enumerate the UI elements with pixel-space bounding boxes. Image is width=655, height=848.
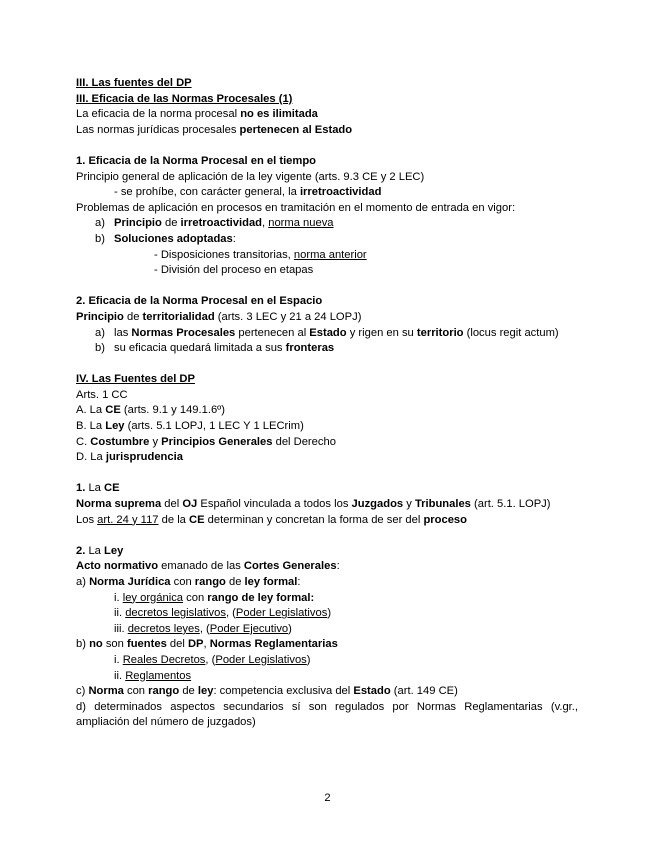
sub-list-item: ii. decretos legislativos, (Poder Legislativos) bbox=[114, 607, 332, 620]
sub-list-item: ii. Reglamentos bbox=[114, 669, 192, 682]
text-line: Las normas jurídicas procesales pertenecen al Estado bbox=[76, 123, 353, 136]
list-item: a) Norma Jurídica con rango de ley formal: bbox=[76, 576, 301, 588]
sub-list-item: - División del proceso en etapas bbox=[154, 264, 314, 277]
list-item: b) no son fuentes del DP, Normas Reglamentarias bbox=[76, 638, 338, 651]
text-line: Norma suprema del OJ Español vinculada a todos los Juzgados y Tribunales (art. 5.1. LOPJ) bbox=[76, 498, 551, 511]
list-item: c) Norma con rango de ley: competencia exclusiva del Estado (art. 149 CE) bbox=[76, 685, 458, 698]
text-line: Los art. 24 y 117 de la CE determinan y concretan la forma de ser del proceso bbox=[76, 513, 467, 526]
sub-list-item: i. Reales Decretos, (Poder Legislativos) bbox=[114, 653, 311, 666]
sub-list-item: - Disposiciones transitorias, norma anterior bbox=[154, 248, 367, 261]
sub-list-item: i. ley orgánica con rango de ley formal: bbox=[114, 591, 315, 604]
text-line: Problemas de aplicación en procesos en tramitación en el momento de entrada en vigor: bbox=[76, 201, 516, 214]
text-line: Acto normativo emanado de las Cortes Generales: bbox=[76, 560, 340, 573]
sub-list-item: iii. decretos leyes, (Poder Ejecutivo) bbox=[114, 622, 292, 635]
list-item: d) determinados aspectos secundarios sí son regulados por Normas Reglamentarias (v.gr., ampliación del número de juzgados) bbox=[76, 700, 578, 729]
text-line: Arts. 1 CC bbox=[76, 388, 128, 401]
list-item: b) Soluciones adoptadas: bbox=[95, 232, 236, 245]
text-line: La eficacia de la norma procesal no es ilimitada bbox=[76, 108, 318, 121]
heading-tiempo: 1. Eficacia de la Norma Procesal en el tiempo bbox=[76, 154, 317, 167]
text-line: Principio general de aplicación de la ley vigente (arts. 9.3 CE y 2 LEC) bbox=[76, 170, 425, 183]
section-subtitle: III. Eficacia de las Normas Procesales (1) bbox=[76, 92, 293, 105]
heading-ce: 1. La CE bbox=[76, 482, 120, 495]
text-line: D. La jurisprudencia bbox=[76, 451, 183, 464]
page-number: 2 bbox=[324, 792, 331, 804]
list-item: a) las Normas Procesales pertenecen al Estado y rigen en su territorio (locus regit actum) bbox=[95, 326, 559, 339]
text-line: B. La Ley (arts. 5.1 LOPJ, 1 LEC Y 1 LECrim) bbox=[76, 420, 304, 433]
section-title: IV. Las Fuentes del DP bbox=[76, 373, 195, 386]
section-title: III. Las fuentes del DP bbox=[76, 77, 192, 89]
heading-ley: 2. La Ley bbox=[76, 544, 124, 557]
text-line: C. Costumbre y Principios Generales del Derecho bbox=[76, 435, 336, 448]
text-line: Principio de territorialidad (arts. 3 LEC y 21 a 24 LOPJ) bbox=[76, 310, 362, 323]
text-line: A. La CE (arts. 9.1 y 149.1.6º) bbox=[76, 404, 225, 417]
list-item: b) su eficacia quedará limitada a sus fronteras bbox=[95, 342, 335, 355]
document-page bbox=[76, 76, 578, 731]
text-line: - se prohíbe, con carácter general, la irretroactividad bbox=[114, 186, 382, 199]
heading-espacio: 2. Eficacia de la Norma Procesal en el Espacio bbox=[76, 295, 323, 308]
list-item: a) Principio de irretroactividad, norma nueva bbox=[95, 217, 334, 230]
